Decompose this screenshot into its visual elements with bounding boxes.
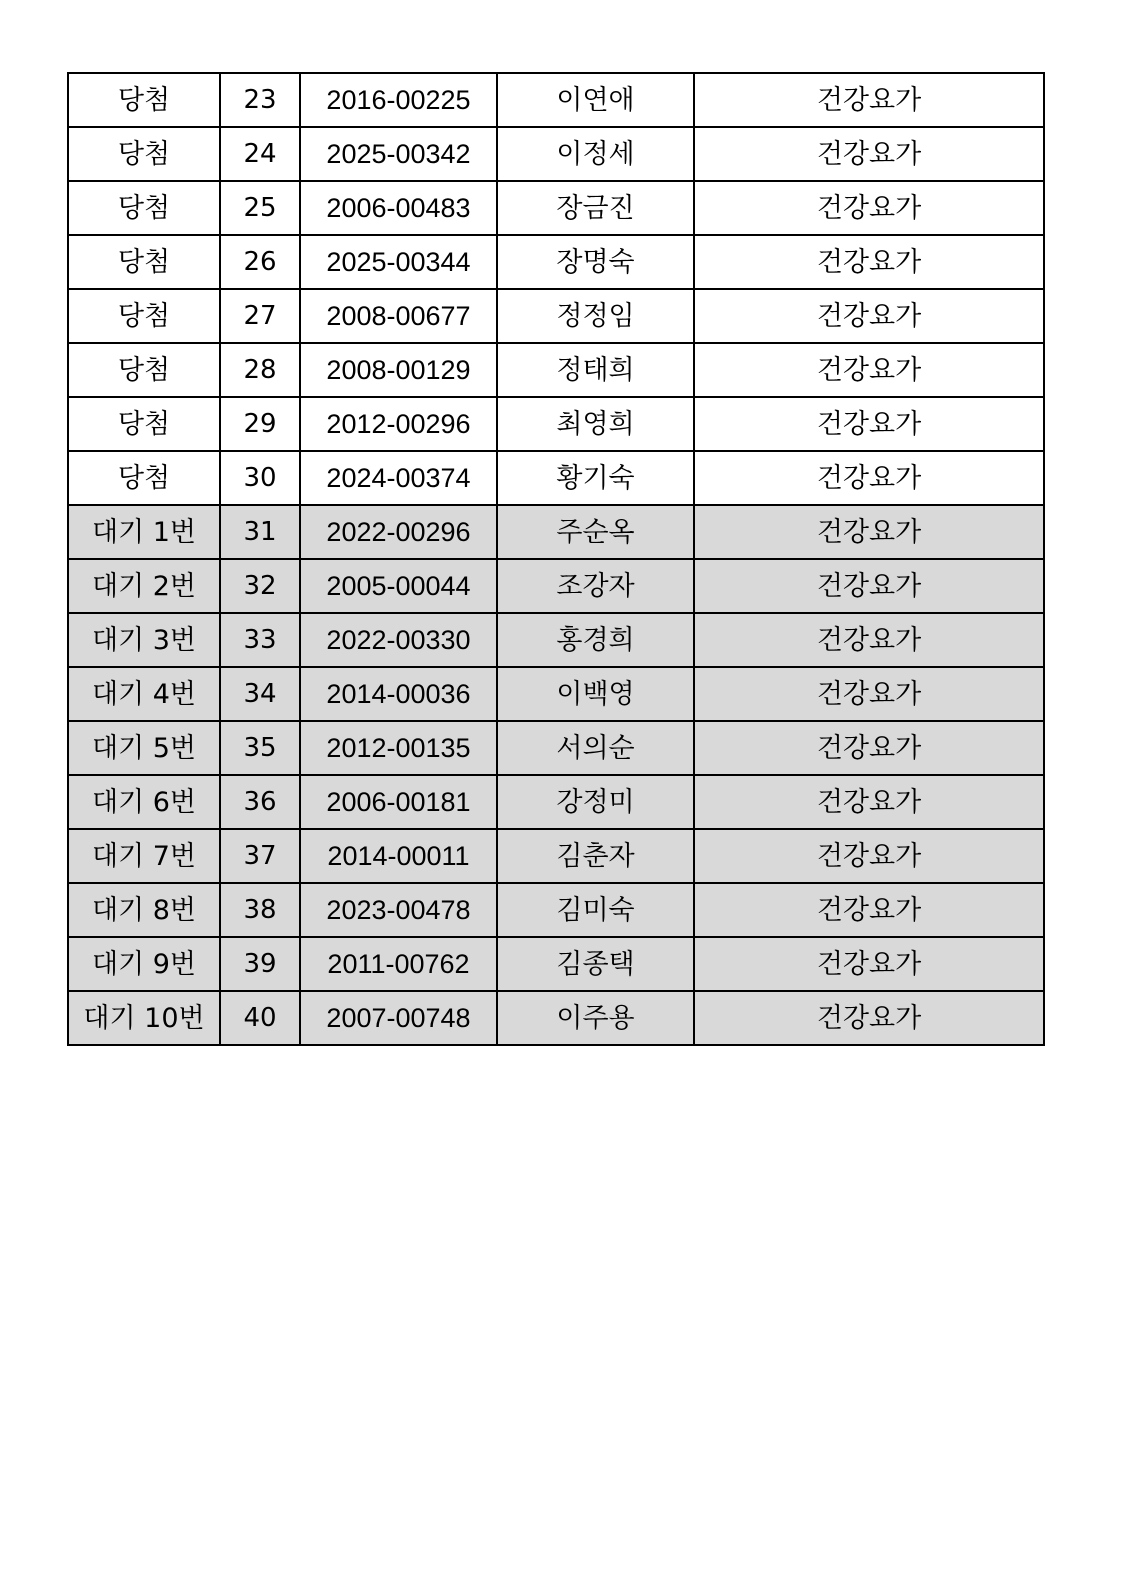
name-cell: 이백영 (497, 667, 694, 721)
number-cell: 26 (220, 235, 300, 289)
registration-number-cell: 2005-00044 (300, 559, 497, 613)
table-row (68, 775, 1044, 829)
registration-number-cell: 2025-00342 (300, 127, 497, 181)
name-cell: 김종택 (497, 937, 694, 991)
status-cell: 대기 1번 (68, 505, 220, 559)
name-cell: 주순옥 (497, 505, 694, 559)
registration-number-cell: 2022-00330 (300, 613, 497, 667)
program-cell: 건강요가 (694, 991, 1044, 1045)
registration-number-cell: 2008-00129 (300, 343, 497, 397)
table-row (68, 559, 1044, 613)
number-cell: 23 (220, 73, 300, 127)
status-cell: 당첨 (68, 127, 220, 181)
registration-number-cell: 2008-00677 (300, 289, 497, 343)
program-cell: 건강요가 (694, 667, 1044, 721)
registration-number-cell: 2007-00748 (300, 991, 497, 1045)
status-cell: 당첨 (68, 73, 220, 127)
table-row (68, 127, 1044, 181)
name-cell: 김미숙 (497, 883, 694, 937)
table-row (68, 721, 1044, 775)
name-cell: 이정세 (497, 127, 694, 181)
name-cell: 최영희 (497, 397, 694, 451)
number-cell: 39 (220, 937, 300, 991)
number-cell: 31 (220, 505, 300, 559)
table-body (68, 73, 1044, 1045)
status-cell: 당첨 (68, 181, 220, 235)
registration-number-cell: 2023-00478 (300, 883, 497, 937)
number-cell: 35 (220, 721, 300, 775)
name-cell: 장금진 (497, 181, 694, 235)
program-cell: 건강요가 (694, 613, 1044, 667)
program-cell: 건강요가 (694, 73, 1044, 127)
name-cell: 홍경희 (497, 613, 694, 667)
lottery-result-table (67, 72, 1045, 1046)
registration-number-cell: 2022-00296 (300, 505, 497, 559)
registration-number-cell: 2024-00374 (300, 451, 497, 505)
table-row (68, 343, 1044, 397)
status-cell: 대기 2번 (68, 559, 220, 613)
registration-number-cell: 2011-00762 (300, 937, 497, 991)
program-cell: 건강요가 (694, 451, 1044, 505)
name-cell: 강정미 (497, 775, 694, 829)
status-cell: 대기 6번 (68, 775, 220, 829)
program-cell: 건강요가 (694, 775, 1044, 829)
program-cell: 건강요가 (694, 289, 1044, 343)
program-cell: 건강요가 (694, 181, 1044, 235)
program-cell: 건강요가 (694, 505, 1044, 559)
number-cell: 32 (220, 559, 300, 613)
table-row (68, 667, 1044, 721)
number-cell: 33 (220, 613, 300, 667)
table-row (68, 937, 1044, 991)
table-row (68, 289, 1044, 343)
program-cell: 건강요가 (694, 397, 1044, 451)
number-cell: 29 (220, 397, 300, 451)
name-cell: 황기숙 (497, 451, 694, 505)
table-row (68, 505, 1044, 559)
program-cell: 건강요가 (694, 235, 1044, 289)
registration-number-cell: 2025-00344 (300, 235, 497, 289)
registration-number-cell: 2006-00483 (300, 181, 497, 235)
status-cell: 대기 8번 (68, 883, 220, 937)
number-cell: 40 (220, 991, 300, 1045)
number-cell: 27 (220, 289, 300, 343)
name-cell: 장명숙 (497, 235, 694, 289)
registration-number-cell: 2012-00135 (300, 721, 497, 775)
name-cell: 정정임 (497, 289, 694, 343)
table-row (68, 451, 1044, 505)
registration-number-cell: 2006-00181 (300, 775, 497, 829)
registration-number-cell: 2016-00225 (300, 73, 497, 127)
table-row (68, 613, 1044, 667)
table-row (68, 991, 1044, 1045)
program-cell: 건강요가 (694, 829, 1044, 883)
status-cell: 당첨 (68, 343, 220, 397)
table-row (68, 181, 1044, 235)
program-cell: 건강요가 (694, 937, 1044, 991)
table-row (68, 397, 1044, 451)
table-row (68, 73, 1044, 127)
registration-number-cell: 2012-00296 (300, 397, 497, 451)
name-cell: 이연애 (497, 73, 694, 127)
number-cell: 28 (220, 343, 300, 397)
status-cell: 대기 7번 (68, 829, 220, 883)
name-cell: 이주용 (497, 991, 694, 1045)
status-cell: 대기 3번 (68, 613, 220, 667)
name-cell: 정태희 (497, 343, 694, 397)
program-cell: 건강요가 (694, 721, 1044, 775)
registration-number-cell: 2014-00036 (300, 667, 497, 721)
status-cell: 대기 5번 (68, 721, 220, 775)
status-cell: 당첨 (68, 289, 220, 343)
status-cell: 대기 9번 (68, 937, 220, 991)
name-cell: 서의순 (497, 721, 694, 775)
number-cell: 38 (220, 883, 300, 937)
number-cell: 30 (220, 451, 300, 505)
name-cell: 김춘자 (497, 829, 694, 883)
program-cell: 건강요가 (694, 559, 1044, 613)
registration-number-cell: 2014-00011 (300, 829, 497, 883)
status-cell: 대기 10번 (68, 991, 220, 1045)
program-cell: 건강요가 (694, 343, 1044, 397)
number-cell: 25 (220, 181, 300, 235)
status-cell: 당첨 (68, 235, 220, 289)
program-cell: 건강요가 (694, 127, 1044, 181)
status-cell: 당첨 (68, 451, 220, 505)
number-cell: 37 (220, 829, 300, 883)
table-row (68, 829, 1044, 883)
status-cell: 당첨 (68, 397, 220, 451)
program-cell: 건강요가 (694, 883, 1044, 937)
number-cell: 24 (220, 127, 300, 181)
number-cell: 34 (220, 667, 300, 721)
number-cell: 36 (220, 775, 300, 829)
table-row (68, 883, 1044, 937)
name-cell: 조강자 (497, 559, 694, 613)
table-row (68, 235, 1044, 289)
status-cell: 대기 4번 (68, 667, 220, 721)
